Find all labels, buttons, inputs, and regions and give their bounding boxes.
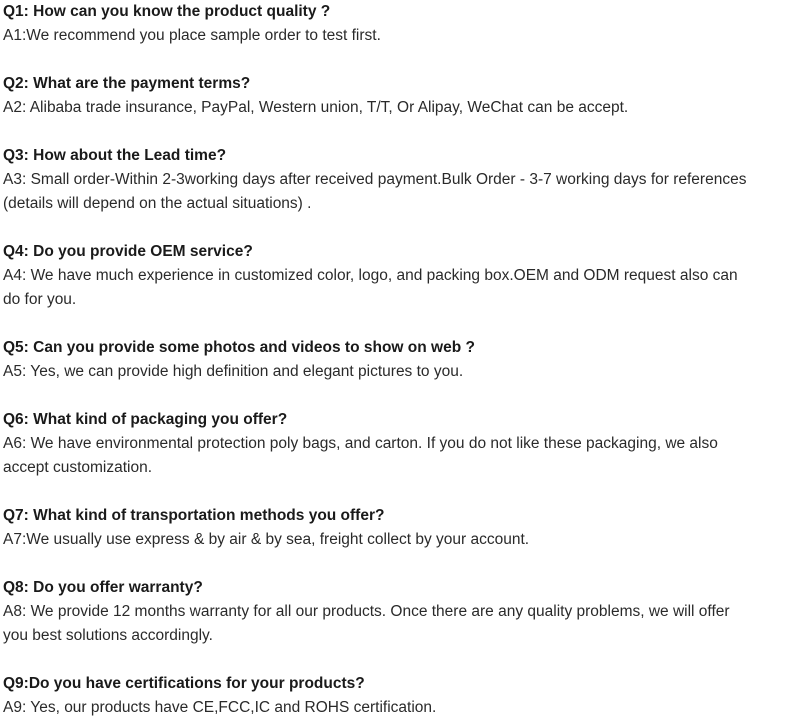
answer-5: A5: Yes, we can provide high definition and elegant pictures to you. xyxy=(3,363,464,380)
faq-item-7 xyxy=(3,504,787,552)
question-9: Q9:Do you have certifications for your products? xyxy=(3,675,365,692)
spacer xyxy=(3,120,787,144)
answer-8: A8: We provide 12 months warranty for all our products. Once there are any quality problems, we will offer you best solutions accordingly. xyxy=(3,603,730,644)
answer-1: A1:We recommend you place sample order to test first. xyxy=(3,27,381,44)
question-4: Q4: Do you provide OEM service? xyxy=(3,243,253,260)
faq-item-3 xyxy=(3,144,787,216)
faq-item-5 xyxy=(3,336,787,384)
spacer xyxy=(3,648,787,672)
question-2: Q2: What are the payment terms? xyxy=(3,75,251,92)
faq-item-2 xyxy=(3,72,787,120)
spacer xyxy=(3,384,787,408)
faq-item-1 xyxy=(3,0,787,48)
answer-3: A3: Small order-Within 2-3working days after received payment.Bulk Order - 3-7 working days for references (details will depend on the actual situations) . xyxy=(3,171,747,212)
spacer xyxy=(3,216,787,240)
answer-6: A6: We have environmental protection poly bags, and carton. If you do not like these packaging, we also accept customization. xyxy=(3,435,718,476)
answer-4: A4: We have much experience in customized color, logo, and packing box.OEM and ODM request also can do for you. xyxy=(3,267,738,308)
spacer xyxy=(3,480,787,504)
answer-7: A7:We usually use express & by air & by sea, freight collect by your account. xyxy=(3,531,530,548)
question-8: Q8: Do you offer warranty? xyxy=(3,579,203,596)
question-6: Q6: What kind of packaging you offer? xyxy=(3,411,288,428)
faq-item-9 xyxy=(3,672,787,720)
faq-item-8 xyxy=(3,576,787,648)
question-3: Q3: How about the Lead time? xyxy=(3,147,227,164)
spacer xyxy=(3,552,787,576)
answer-2: A2: Alibaba trade insurance, PayPal, Western union, T/T, Or Alipay, WeChat can be accept. xyxy=(3,99,629,116)
question-5: Q5: Can you provide some photos and videos to show on web ? xyxy=(3,339,475,356)
spacer xyxy=(3,48,787,72)
faq-item-6 xyxy=(3,408,787,480)
question-7: Q7: What kind of transportation methods you offer? xyxy=(3,507,385,524)
faq-item-4 xyxy=(3,240,787,312)
question-1: Q1: How can you know the product quality ? xyxy=(3,3,331,20)
answer-9: A9: Yes, our products have CE,FCC,IC and ROHS certification. xyxy=(3,699,437,716)
spacer xyxy=(3,312,787,336)
